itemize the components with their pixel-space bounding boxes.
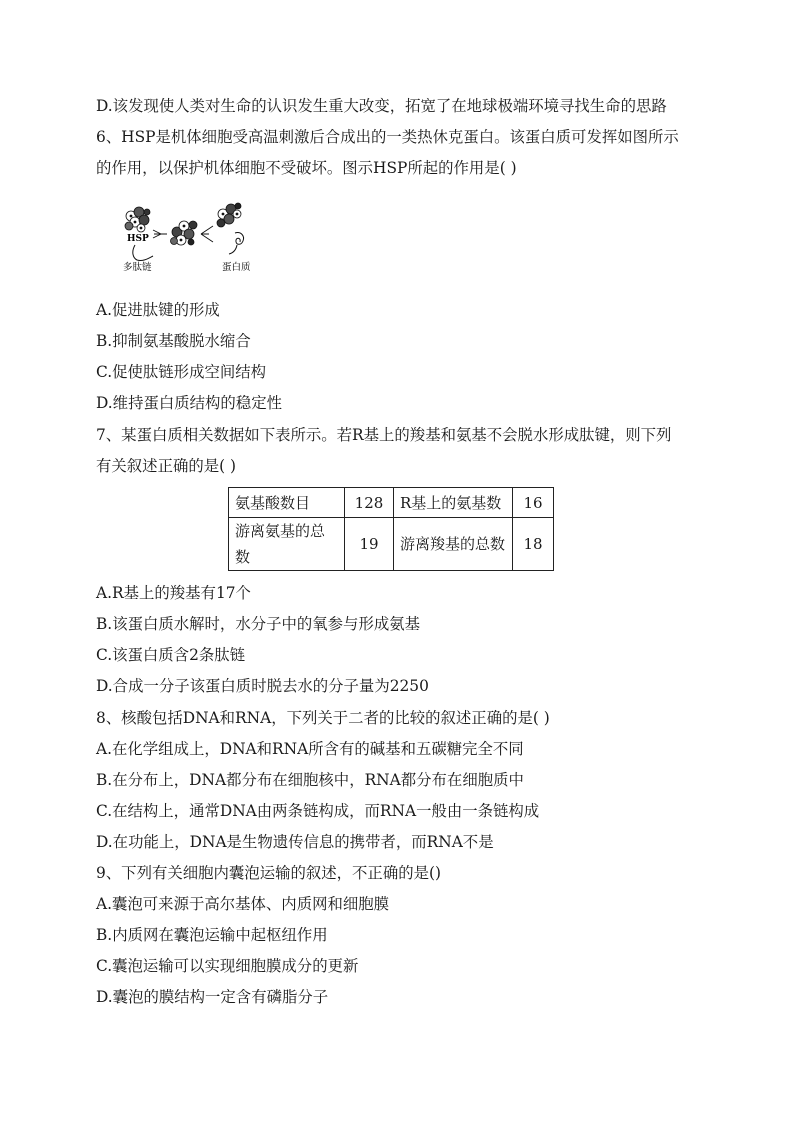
q7-stem-line1: 7、某蛋白质相关数据如下表所示。若R基上的羧基和氨基不会脱水形成肽键，则下列 bbox=[96, 426, 672, 444]
table-cell: R基上的氨基数 bbox=[394, 488, 513, 518]
q7-option-b: B.该蛋白质水解时，水分子中的氧参与形成氨基 bbox=[96, 615, 421, 633]
folded-protein-icon bbox=[229, 233, 244, 254]
table-cell: 氨基酸数目 bbox=[229, 488, 345, 518]
q8-option-a: A.在化学组成上，DNA和RNA所含有的碱基和五碳糖完全不同 bbox=[96, 740, 524, 758]
hsp-label: HSP bbox=[127, 234, 149, 244]
table-cell: 128 bbox=[345, 488, 394, 518]
table-row bbox=[229, 488, 554, 518]
hsp-complex-left-icon bbox=[125, 207, 150, 232]
q6-stem-line2: 的作用，以保护机体细胞不受破坏。图示HSP所起的作用是( ) bbox=[96, 159, 517, 177]
q8-option-c: C.在结构上，通常DNA由两条链构成，而RNA一般由一条链构成 bbox=[96, 802, 540, 820]
q9-option-c: C.囊泡运输可以实现细胞膜成分的更新 bbox=[96, 957, 359, 975]
hsp-diagram bbox=[117, 198, 267, 273]
polypeptide-strand-icon bbox=[133, 245, 153, 261]
polypeptide-label: 多肽链 bbox=[123, 262, 152, 273]
q6-option-a: A.促进肽键的形成 bbox=[96, 301, 220, 319]
protein-label: 蛋白质 bbox=[222, 262, 251, 273]
table-cell: 16 bbox=[513, 488, 554, 518]
q9-option-d: D.囊泡的膜结构一定含有磷脂分子 bbox=[96, 988, 329, 1006]
table-cell: 游离羧基的总数 bbox=[394, 518, 513, 571]
q8-option-d: D.在功能上，DNA是生物遗传信息的携带者，而RNA不是 bbox=[96, 833, 494, 851]
q9-option-a: A.囊泡可来源于高尔基体、内质网和细胞膜 bbox=[96, 895, 390, 913]
hsp-protein-complex-icon bbox=[171, 221, 198, 245]
q8-option-b: B.在分布上，DNA都分布在细胞核中，RNA都分布在细胞质中 bbox=[96, 771, 524, 789]
table-cell: 18 bbox=[513, 518, 554, 571]
q9-stem: 9、下列有关细胞内囊泡运输的叙述，不正确的是() bbox=[96, 864, 442, 882]
table-cell: 游离氨基的总数 bbox=[229, 518, 345, 571]
q6-option-c: C.促使肽链形成空间结构 bbox=[96, 363, 267, 381]
q7-option-c: C.该蛋白质含2条肽链 bbox=[96, 646, 246, 664]
q6-option-b: B.抑制氨基酸脱水缩合 bbox=[96, 332, 251, 350]
fork-arrow-icon bbox=[201, 226, 213, 242]
q5-option-d: D.该发现使人类对生命的认识发生重大改变，拓宽了在地球极端环境寻找生命的思路 bbox=[96, 97, 667, 115]
hsp-complex-right-icon bbox=[217, 203, 241, 227]
protein-data-table bbox=[228, 487, 554, 571]
q6-stem-line1: 6、HSP是机体细胞受高温刺激后合成出的一类热休克蛋白。该蛋白质可发挥如图所示 bbox=[96, 128, 679, 146]
q7-option-a: A.R基上的羧基有17个 bbox=[96, 584, 251, 602]
q6-option-d: D.维持蛋白质结构的稳定性 bbox=[96, 394, 282, 412]
q8-stem: 8、核酸包括DNA和RNA，下列关于二者的比较的叙述正确的是( ) bbox=[96, 709, 550, 727]
q7-option-d: D.合成一分子该蛋白质时脱去水的分子量为2250 bbox=[96, 677, 429, 695]
table-cell: 19 bbox=[345, 518, 394, 571]
table-row bbox=[229, 518, 554, 571]
q9-option-b: B.内质网在囊泡运输中起枢纽作用 bbox=[96, 926, 328, 944]
q7-stem-line2: 有关叙述正确的是( ) bbox=[96, 457, 237, 475]
arrow-icon bbox=[153, 230, 167, 238]
